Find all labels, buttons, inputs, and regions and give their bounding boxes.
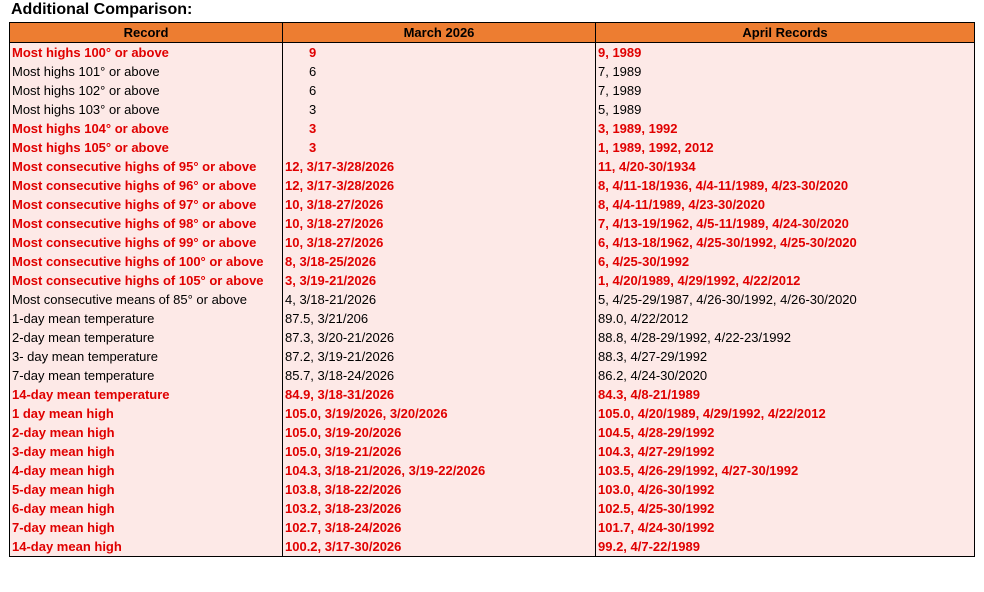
table-row [10, 252, 975, 271]
record-cell: Most highs 105° or above [10, 138, 283, 157]
table-row [10, 366, 975, 385]
record-cell: Most consecutive highs of 95° or above [10, 157, 283, 176]
april-cell: 1, 4/20/1989, 4/29/1992, 4/22/2012 [596, 271, 975, 290]
page-title: Additional Comparison: [11, 1, 193, 18]
march-cell: 102.7, 3/18-24/2026 [283, 518, 596, 537]
table-row [10, 537, 975, 557]
march-cell: 103.8, 3/18-22/2026 [283, 480, 596, 499]
record-cell: Most consecutive highs of 98° or above [10, 214, 283, 233]
march-cell: 6 [283, 81, 596, 100]
record-cell: 3- day mean temperature [10, 347, 283, 366]
record-cell: Most highs 103° or above [10, 100, 283, 119]
april-cell: 11, 4/20-30/1934 [596, 157, 975, 176]
record-cell: 2-day mean high [10, 423, 283, 442]
table-row [10, 62, 975, 81]
table-row [10, 442, 975, 461]
april-cell: 104.3, 4/27-29/1992 [596, 442, 975, 461]
table-row [10, 157, 975, 176]
record-cell: 1-day mean temperature [10, 309, 283, 328]
april-cell: 104.5, 4/28-29/1992 [596, 423, 975, 442]
april-cell: 1, 1989, 1992, 2012 [596, 138, 975, 157]
march-cell: 105.0, 3/19-21/2026 [283, 442, 596, 461]
record-cell: Most consecutive highs of 99° or above [10, 233, 283, 252]
april-cell: 86.2, 4/24-30/2020 [596, 366, 975, 385]
record-cell: 14-day mean high [10, 537, 283, 557]
comparison-table [9, 22, 975, 557]
april-cell: 6, 4/25-30/1992 [596, 252, 975, 271]
march-cell: 10, 3/18-27/2026 [283, 214, 596, 233]
record-cell: Most highs 101° or above [10, 62, 283, 81]
april-cell: 3, 1989, 1992 [596, 119, 975, 138]
march-cell: 3 [283, 100, 596, 119]
table-row [10, 176, 975, 195]
table-row [10, 518, 975, 537]
march-cell: 104.3, 3/18-21/2026, 3/19-22/2026 [283, 461, 596, 480]
march-cell: 12, 3/17-3/28/2026 [283, 176, 596, 195]
march-cell: 85.7, 3/18-24/2026 [283, 366, 596, 385]
april-cell: 89.0, 4/22/2012 [596, 309, 975, 328]
header-record: Record [10, 23, 283, 43]
april-cell: 7, 1989 [596, 81, 975, 100]
april-cell: 5, 4/25-29/1987, 4/26-30/1992, 4/26-30/2020 [596, 290, 975, 309]
march-cell: 103.2, 3/18-23/2026 [283, 499, 596, 518]
april-cell: 7, 4/13-19/1962, 4/5-11/1989, 4/24-30/2020 [596, 214, 975, 233]
april-cell: 105.0, 4/20/1989, 4/29/1992, 4/22/2012 [596, 404, 975, 423]
table-row [10, 328, 975, 347]
table-row [10, 43, 975, 63]
march-cell: 3, 3/19-21/2026 [283, 271, 596, 290]
record-cell: Most consecutive highs of 100° or above [10, 252, 283, 271]
april-cell: 99.2, 4/7-22/1989 [596, 537, 975, 557]
record-cell: Most consecutive highs of 97° or above [10, 195, 283, 214]
april-cell: 8, 4/4-11/1989, 4/23-30/2020 [596, 195, 975, 214]
table-row [10, 461, 975, 480]
march-cell: 4, 3/18-21/2026 [283, 290, 596, 309]
march-cell: 10, 3/18-27/2026 [283, 233, 596, 252]
march-cell: 87.5, 3/21/206 [283, 309, 596, 328]
record-cell: Most highs 102° or above [10, 81, 283, 100]
table-row [10, 347, 975, 366]
march-cell: 10, 3/18-27/2026 [283, 195, 596, 214]
record-cell: Most consecutive highs of 96° or above [10, 176, 283, 195]
april-cell: 8, 4/11-18/1936, 4/4-11/1989, 4/23-30/2020 [596, 176, 975, 195]
march-cell: 105.0, 3/19-20/2026 [283, 423, 596, 442]
record-cell: 7-day mean high [10, 518, 283, 537]
record-cell: 5-day mean high [10, 480, 283, 499]
record-cell: Most consecutive highs of 105° or above [10, 271, 283, 290]
march-cell: 87.3, 3/20-21/2026 [283, 328, 596, 347]
table-row [10, 81, 975, 100]
march-cell: 105.0, 3/19/2026, 3/20/2026 [283, 404, 596, 423]
table-row [10, 214, 975, 233]
table-row [10, 480, 975, 499]
header-april: April Records [596, 23, 975, 43]
table-row [10, 195, 975, 214]
record-cell: 7-day mean temperature [10, 366, 283, 385]
table-row [10, 385, 975, 404]
april-cell: 7, 1989 [596, 62, 975, 81]
march-cell: 84.9, 3/18-31/2026 [283, 385, 596, 404]
table-row [10, 271, 975, 290]
table-row [10, 100, 975, 119]
record-cell: 4-day mean high [10, 461, 283, 480]
record-cell: 2-day mean temperature [10, 328, 283, 347]
table-row [10, 138, 975, 157]
record-cell: Most consecutive means of 85° or above [10, 290, 283, 309]
march-cell: 87.2, 3/19-21/2026 [283, 347, 596, 366]
march-cell: 3 [283, 119, 596, 138]
march-cell: 9 [283, 43, 596, 63]
table-row [10, 499, 975, 518]
record-cell: Most highs 100° or above [10, 43, 283, 63]
april-cell: 103.5, 4/26-29/1992, 4/27-30/1992 [596, 461, 975, 480]
header-row [10, 23, 975, 43]
table-row [10, 233, 975, 252]
april-cell: 6, 4/13-18/1962, 4/25-30/1992, 4/25-30/2020 [596, 233, 975, 252]
table-row [10, 119, 975, 138]
record-cell: 6-day mean high [10, 499, 283, 518]
record-cell: Most highs 104° or above [10, 119, 283, 138]
april-cell: 103.0, 4/26-30/1992 [596, 480, 975, 499]
table-row [10, 290, 975, 309]
record-cell: 1 day mean high [10, 404, 283, 423]
table-row [10, 309, 975, 328]
april-cell: 88.3, 4/27-29/1992 [596, 347, 975, 366]
march-cell: 12, 3/17-3/28/2026 [283, 157, 596, 176]
april-cell: 5, 1989 [596, 100, 975, 119]
header-march: March 2026 [283, 23, 596, 43]
record-cell: 3-day mean high [10, 442, 283, 461]
march-cell: 6 [283, 62, 596, 81]
table-row [10, 423, 975, 442]
table-row [10, 404, 975, 423]
record-cell: 14-day mean temperature [10, 385, 283, 404]
march-cell: 8, 3/18-25/2026 [283, 252, 596, 271]
march-cell: 100.2, 3/17-30/2026 [283, 537, 596, 557]
march-cell: 3 [283, 138, 596, 157]
april-cell: 84.3, 4/8-21/1989 [596, 385, 975, 404]
april-cell: 101.7, 4/24-30/1992 [596, 518, 975, 537]
april-cell: 9, 1989 [596, 43, 975, 63]
april-cell: 102.5, 4/25-30/1992 [596, 499, 975, 518]
april-cell: 88.8, 4/28-29/1992, 4/22-23/1992 [596, 328, 975, 347]
